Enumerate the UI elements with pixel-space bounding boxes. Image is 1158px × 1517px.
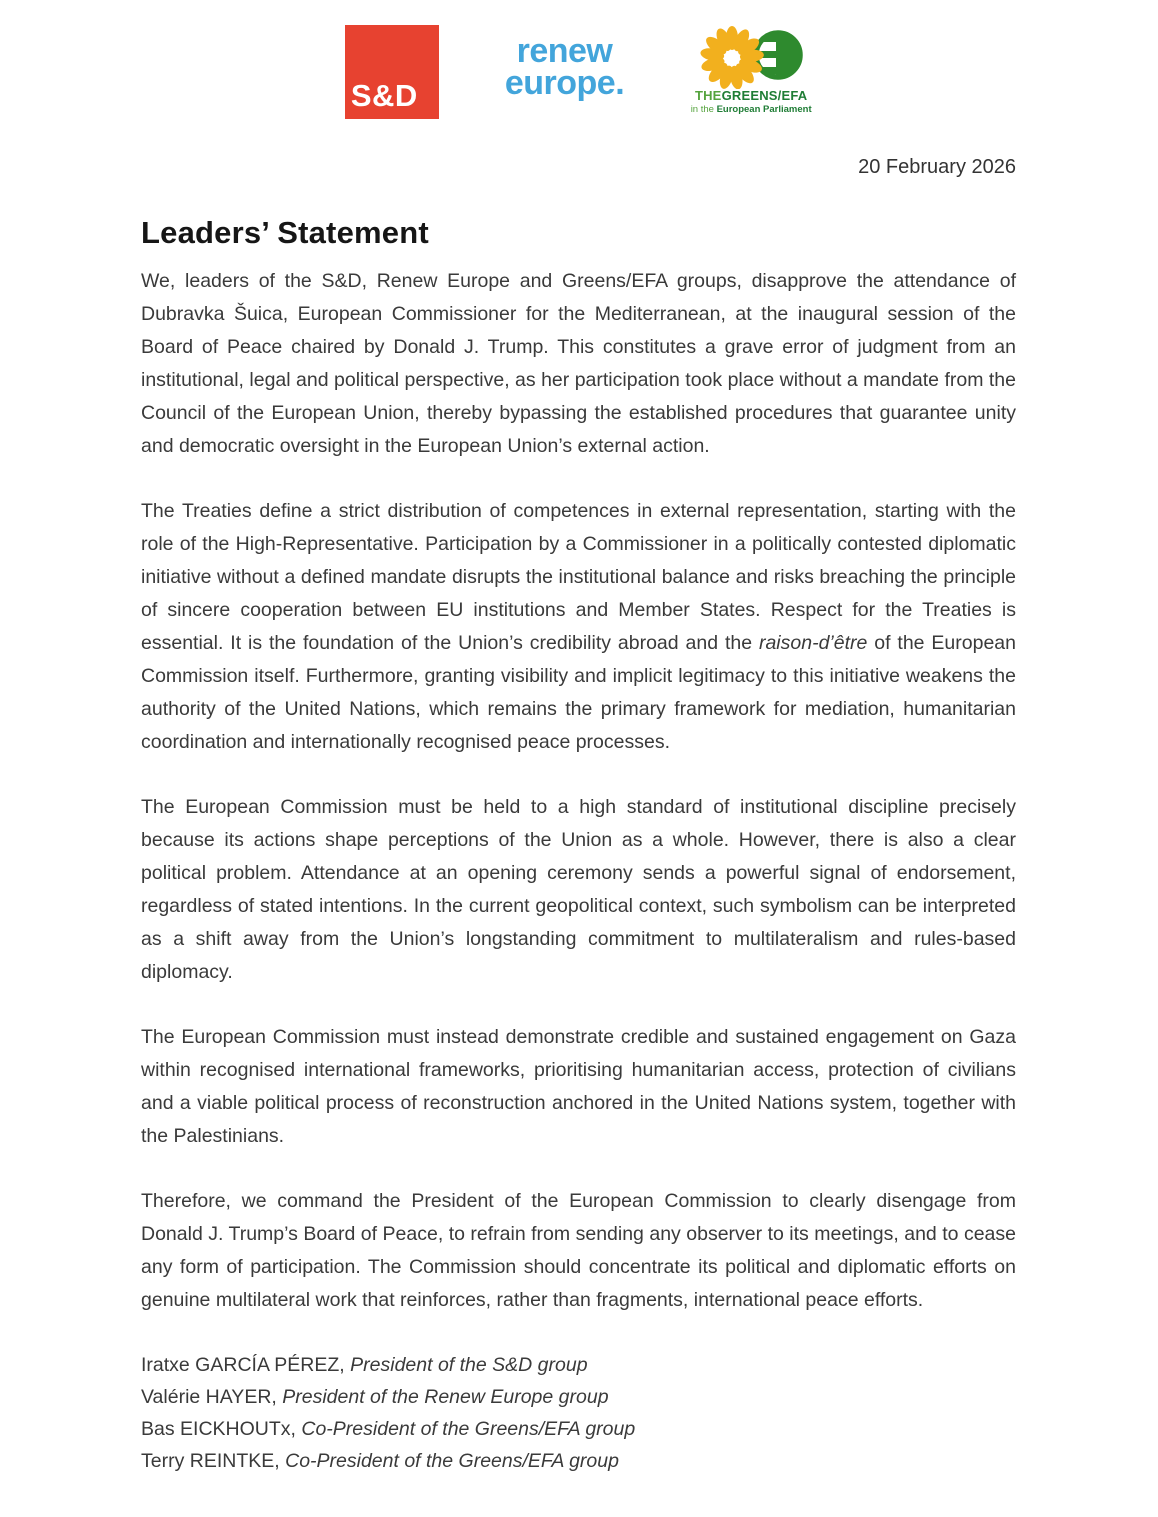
page-title: Leaders’ Statement (141, 215, 429, 250)
paragraph-1: We, leaders of the S&D, Renew Europe and Greens/EFA groups, disapprove the attendance of Dubravka Šuica, European Commissioner for the Mediterranean, at the inaugural session of the Board of Peace chaired by Donald J. Trump. This constitutes a grave error of judgment from an institutional, legal and political perspective, as her participation took place without a mandate from the Council of the European Union, thereby bypassing the established procedures that guarantee unity and democratic oversight in the European Union’s external action. (141, 270, 1016, 457)
signer-role: President of the Renew Europe group (282, 1386, 609, 1408)
renew-europe-logo (504, 32, 625, 103)
signer-role: Co-President of the Greens/EFA group (301, 1418, 636, 1440)
renew-logo-line1: renew (516, 32, 613, 70)
sd-logo (345, 25, 439, 119)
signature-line (141, 1445, 1016, 1477)
greens-efa-logo (690, 25, 812, 115)
paragraph-2 (141, 495, 1016, 759)
signatures (141, 1349, 1016, 1477)
greens-efa-emblem (692, 25, 810, 89)
renew-logo-line2: europe. (504, 64, 625, 103)
paragraph-2-italic: raison-d’être (758, 632, 868, 654)
greens-logo-the: THE (694, 88, 722, 103)
sunflower-icon (700, 26, 765, 89)
paragraph-4: The European Commission must instead demonstrate credible and sustained engagement on Gaza within recognised international frameworks, prioritising humanitarian access, protection of civilians and a viable political process of reconstruction anchored in the United Nations system, together with the Palestinians. (141, 1026, 1016, 1147)
paragraph-5: Therefore, we command the President of the European Commission to clearly disengage from Donald J. Trump’s Board of Peace, to refrain from sending any observer to its meetings, and to cease any form of participation. The Commission should concentrate its political and diplomatic efforts on genuine multilateral work that reinforces, rather than fragments, international peace efforts. (141, 1190, 1016, 1311)
logo-row (141, 25, 1016, 121)
signer-name: Bas EICKHOUTx, (141, 1418, 296, 1440)
signer-name: Valérie HAYER, (141, 1386, 277, 1408)
signature-line (141, 1413, 1016, 1445)
paragraph-3: The European Commission must be held to a high standard of institutional discipline precisely because its actions shape perceptions of the Union as a whole. However, there is also a clear political problem. Attendance at an opening ceremony sends a powerful signal of endorsement, regardless of stated intentions. In the current geopolitical context, such symbolism can be interpreted as a shift away from the Union’s longstanding commitment to multilateralism and rules-based diplomacy. (141, 796, 1016, 983)
greens-circle-icon (756, 27, 810, 83)
signer-name: Terry REINTKE, (141, 1450, 280, 1472)
paragraph-2-pre: The Treaties define a strict distribution of competences in external representation, starting with the role of the High-Representative. Participation by a Commissioner in a politically contested diplomatic initiative without a defined mandate disrupts the institutional balance and risks breaching the principle of sincere cooperation between EU institutions and Member States. Respect for the Treaties is essential. It is the foundation of the Union’s credibility abroad and the (141, 500, 1016, 654)
signer-name: Iratxe GARCÍA PÉREZ, (141, 1354, 345, 1376)
signature-line (141, 1349, 1016, 1381)
signer-role: President of the S&D group (350, 1354, 588, 1376)
signer-role: Co-President of the Greens/EFA group (285, 1450, 619, 1472)
greens-logo-name: GREENS/EFA (721, 88, 808, 103)
greens-logo-title (690, 89, 812, 104)
sd-logo-label: S&D (350, 78, 418, 113)
greens-logo-tagline: in the European Parliament (690, 103, 812, 115)
document-date: 20 February 2026 (858, 156, 1016, 178)
paragraph-2-post: of the European Commission itself. Furthermore, granting visibility and implicit legitimacy to this initiative weakens the authority of the United Nations, which remains the primary framework for mediation, humanitarian coordination and internationally recognised peace processes. (141, 632, 1016, 753)
signature-line (141, 1381, 1016, 1413)
